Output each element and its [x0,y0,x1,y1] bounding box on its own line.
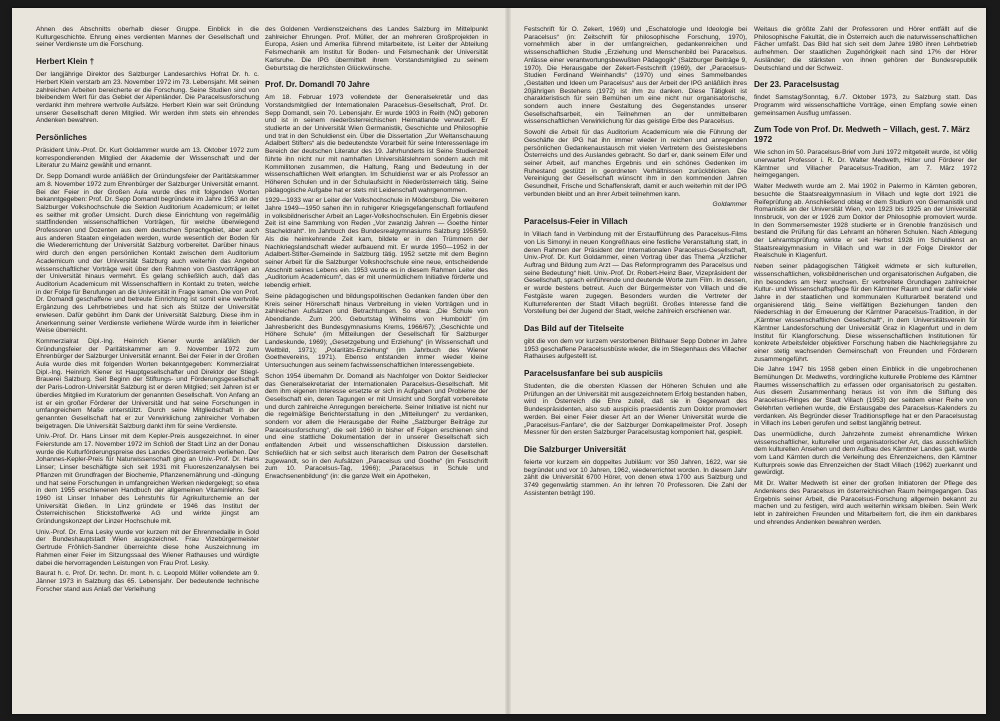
section-heading: Paracelsusfanfare bei sub auspiciis [524,369,663,379]
paragraph: Univ.-Prof. Dr. Hans Linser mit dem Kepler-Preis ausgezeichnet. In einer Feierstunde am 17. November 1972 im Schloß der Stadt Linz an der Donau wurde die Kulturförderungspreise des Landes Oberösterreich verliehen. Der Johannes-Kepler-Preis für Naturwissenschaft ging an Univ.-Prof. Dr. Hans Linser; Linser beschäftigte sich seit 1931 mit Fluoreszenzanalysen bei Pflanzen mit Grundfragen der Biochemie, Pflanzenernährung und -düngung und hat seine Forschungen in umfangreichen Werken niedergelegt; so etwa in dem 1955 erschienenen Handbuch der allgemeinen Vitaminlehre. Seit 1960 ist Linser Inhaber des Lehrstuhls für Agrikulturchemie an der Universität Gießen. In Linz gründete er 1946 das Institut der Österreichischen Stickstoffwerke AG und wirkte jüngst am Gründungskonzept der Linzer Hochschule mit. [36,433,259,526]
paragraph: Ahnen des Abschnitts oberhalb dieser Gruppe. Einblick in die Kulturgeschichte. Ehrung eines verdienten Mannes der Gesellschaft und seiner Verdienste um die Forschung. [36,26,259,49]
paragraph: findet Samstag/Sonntag, 6./7. Oktober 1973, zu Salzburg statt. Das Programm wird wissenschaftliche Vorträge, einen Empfang sowie einen gemeinsamen Ausflug umfassen. [754,94,977,117]
section-heading: Die Salzburger Universität [524,444,626,454]
paragraph: Sowohl die Arbeit für das Auditorium Academicum wie die Führung der Geschäfte der IPG hat ihn immer wieder in reichen und anregenden persönlichen Gedankenaustausch mit vielen Vertretern des Geisteslebens Österreichs und des Auslandes gebracht. So darf er, dank seinem Eifer und seiner Arbeit, auf manches Ergebnis und ein schönes Gedenken im Ruhestand gestützt in geordneten Verhältnissen zurückblicken. Die Vereinigung der Gesellschaft wünscht ihm in den kommenden Jahren Gesundheit, Frische und Schaffenskraft, damit er auch weiterhin mit der IPG verbunden bleibt und an ihrer Arbeit teilnehmen kann. [524,129,747,198]
paragraph: Der langjährige Direktor des Salzburger Landesarchivs Hofrat Dr. h. c. Herbert Klein verstarb am 23. November 1972 im 73. Lebensjahr. Mit seinen zahlreichen Arbeiten bereicherte er die Forschung. Seine Studien sind von bleibendem Wert für das Gebiet der Alpenländer. Die Paracelsusforschung verdankt ihm mehrere wertvolle Aufsätze. Herbert Klein war seit Gründung unserer Gesellschaft deren Mitglied. Wir werden ihm stets ein ehrendes Andenken bewahren. [36,71,259,125]
paragraph: Baurat h. c. Prof. Dr. techn. Dr. mont. h. c. Leopold Müller vollendete am 9. Jänner 1973 in Salzburg das 65. Lebensjahr. Der bedeutende technische Forscher stand aus Anlaß der Verleihung [36,570,259,593]
paragraph: Das unermüdliche, durch Jahrzehnte zumeist ehrenamtliche Wirken wissenschaftlicher, kultureller und organisatorischer Art, das ausschließlich dem kulturellen Ansehen und dem Aufbau des Kärntner Landes galt, wurde vom Land Kärnten durch die Verleihung des Ehrenzeichens, den Kärntner Kulturpreis sowie das Ehrenzeichen der Stadt Villach (1962) zuerkannt und gewürdigt. [754,430,977,477]
paragraph: Am 18. Februar 1973 vollendete der Generalsekretär und das Vorstandsmitglied der Internationalen Paracelsus-Gesellschaft, Prof. Dr. Sepp Domandl, sein 70. Lebensjahr. Er wurde 1903 in Reith (NÖ) geboren und ist in seinem niederösterreichischen Heimatlande verwurzelt. Er studierte an der Universität Wien Germanistik, Geschichte und Philosophie und trat in den Schuldienst ein. Über die Dissertation „Zur Weltanschauung Adalbert Stifters“ als die bedeutendste Vorarbeit für seine Interessenlage im Bereich der deutschen Literatur des 19. Jahrhunderts ist Seine Studienzeit führte ihn nicht nur mit namhaften Universitätslehrern sondern auch mit Kommilitonen zusammen, die Haltung, Rang und Bedeutung in der wissenschaftlichen Welt erlangten. Im Schuldienst war er als Professor an Höheren Schulen und in der Schulaufsicht in Niederösterreich tätig. Seine pädagogische Aufgabe hat er stets mit Leidenschaft wahrgenommen. [265,94,488,194]
paragraph: Schon 1954 übernahm Dr. Domandl als Nachfolger von Doktor Seidlecker das Generalsekretariat der Internationalen Paracelsus-Gesellschaft. Mit dem ihm eigenen Interesse ersetzte er sich in Aufgaben und Probleme der Gesellschaft ein, deren Tagungen er mit Umsicht und Sorgfalt vorbereitete und durch zahlreiche Anregungen bereicherte. Seiner Initiative ist nicht nur die regelmäßige Berichterstattung in den „Mitteilungen“ zu verdanken, sondern vor allem die Herausgabe der Reihe „Salzburger Beiträge zur Paracelsusforschung“, die seit 1960 in bisher elf Folgen erschienen sind und eine stattliche Dokumentation der in unserer Gesellschaft sich entfaltenden Arbeit und wissenschaftlichen Diskussion darstellen. Schließlich hat er sich selbst auch literarisch dem Patron der Gesellschaft zugewandt, so in den Aufsätzen „Paracelsus und Goethe“ (im Festschrift zum 10. Paracelsus-Tag, 1966); „Paracelsus in Schule und Erwachsenenbildung“ (in: die ganze Welt ein Apotheken, [265,372,488,480]
section-heading: Zum Tode von Prof. Dr. Medweth – Villach, gest. 7. März 1972 [754,125,970,145]
section-heading: Herbert Klein † [36,57,95,67]
paragraph: gibt die von dem vor kurzem verstorbenen Bildhauer Sepp Dobner im Jahre 1953 geschaffene Paracelsusbüste wieder, die im Stiegenhaus des Villacher Rathauses aufgestellt ist. [524,337,747,361]
column-3 [524,26,747,700]
scanned-newsletter-spread [12,8,986,714]
paragraph: Studenten, die die obersten Klassen der Höheren Schulen und alle Prüfungen an der Universität mit ausgezeichnetem Erfolg bestanden haben, wird in Österreich die Ehre zuteil, daß sie in Gegenwart des Bundespräsidenten, also sub auspiciis praesidentis zum Doktor promoviert werden. Bei einer Feier dieser Art an der Wiener Universität wurde die „Paracelsus-Fanfare“, die der Salzburger Domkapellmeister Prof. Joseph Messner für den ersten Salzburger Paracelsustag komponiert hat, gespielt. [524,383,747,437]
section-heading: Persönliches [36,133,87,143]
section-heading: Prof. Dr. Domandl 70 Jahre [265,80,370,90]
paragraph: Wie schon im 50. Paracelsus-Brief vom Juni 1972 mitgeteilt wurde, ist völlig unerwartet Professor i. R. Dr. Walter Medweth, Hüter und Förderer der Kärntner und Villacher Paracelsus-Tradition, am 7. März 1972 heimgegangen. [754,149,977,180]
column-2 [265,26,488,700]
paragraph: Präsident Univ.-Prof. Dr. Kurt Goldammer wurde am 13. Oktober 1972 zum korrespondierenden Mitglied der Akademie der Wissenschaft und der Literatur zu Mainz gewählt und ernannt. [36,147,259,170]
author-signature: Goldammer [712,201,747,209]
column-1 [36,26,259,700]
paragraph: Festschrift für O. Zekert, 1969) und „Eschatologie und Ideologie bei Paracelsus“ (in: Zeitschrift für philosophische Forschung, 1970), vornehmlich aber in der umfangreichen, gedankenreichen und wissenschaftlichen Studie „Erziehung und Menschenbild bei Paracelsus. Anlässe einer verantwortungsbewußten Pädagogik“ (Salzburger Beiträge 9, 1970). Die Herausgabe der Zekert-Festschrift (1969), der „Paracelsus-Studien Ferdinand Weinhandls“ (1970) und eines Sammelbandes „Gestalten und Ideen um Paracelsus“ aus der Arbeit der IPG anläßlich ihres 20jährigen Bestehens (1972) ist ihm zu danken. Diese Tätigkeit ist charakteristisch für sein Bemühen um eine nicht nur organisatorische, sondern auch innere Gestaltung des Gegenstandes unserer Gesellschaftsarbeit, ein Teilnehmen an der unmittelbaren wissenschaftlichen Verwirklichung für das geistige Erbe des Paracelsus. [524,26,747,126]
paragraph: 1929—1933 war er Leiter der Volkshochschule in Mödersburg. Die weiteren Jahre 1949—1950 sahen ihn in ruhigerer Kriegsgefangenschaft fortlaufend in volksbildnerischer Arbeit an Lager-Volkshochschulen. Ein Ergebnis dieser Zeit ist eine Sammlung von Reden „Vor zwanzig Jahren — Goethe hinter Stacheldraht“. Im Jahrbuch des Bundesrealgymnasiums Salzburg 1958/59. Als die heimkehrende Zeit kam, bildete er in den Trümmern der Nachkriegslandschaft wieder aufbauend mit. Er wurde 1950—1952 in der Adalbert-Stifter-Gemeinde in Salzburg tätig. 1952 setzte mit dem Beginn seiner Arbeit für die Salzburger Volkshochschule eine neue, entscheidende Abschnitt seines Lebens ein. 1953 wurde es in diesem Rahmen Leiter des „Auditorium Academicum“, das er mit unermüdlichem Initiative förderte und lebendig erhielt. [265,197,488,290]
paragraph: Kommerzialrat Dipl.-Ing. Heinrich Kiener wurde anläßlich der Gründungsfeier der Paritätskammer am 9. November 1972 zum Ehrenbürger der Salzburger Universität ernannt. Bei der Feier in der Großen Aula wurde dies mit folgenden Worten bekanntgegeben: Kommerzialrat Dipl.-Ing. Heinrich Kiener ist Hauptgesellschafter und Direktor der Stiegl-Brauerei Salzburg. Seit Beginn der Stiftungs- und Förderungsgesellschaft der Paris-Lodron-Universität Salzburg ist er deren Mitglied; seit Jahren ist er überdies Mitglied im Kuratorium der genannten Gesellschaft. Von Anfang an ist er ein großer Förderer der Universität und hat seine Forschungen in umfangreichem Maße unterstützt. Durch seine Mitgliedschaft in der genannten Gesellschaft hat er zur Verwirklichung zahlreicher Vorhaben beigetragen. Die Universität Salzburg dankt ihm für seine Verdienste. [36,337,259,430]
center-fold [505,8,511,714]
paragraph: des Goldenen Verdienstzeichens des Landes Salzburg im Mittelpunkt zahlreicher Ehrungen. Prof. Müller, der an mehreren Großprojekten in Europa, Asien und Amerika führend mitarbeitete, ist Leiter der Abteilung Felsmechanik am Institut für Boden- und Felsmechanik der Universität Karlsruhe. Die IPG übermittelt ihrem Vorstandsmitglied zu seinem Geburtstag die herzlichsten Glückwünsche. [265,26,488,72]
paragraph: feierte vor kurzem ein doppeltes Jubiläum: vor 350 Jahren, 1622, war sie begründet und vor 10 Jahren, 1962, wiedererrichtet worden. In diesem Jahr zählt die Universität 6700 Hörer, von denen etwa 1700 aus Salzburg und 3749 gegenwärtig stammen. An ihr lehren 70 Professoren. Die Zahl der Assistenten beträgt 190. [524,458,747,497]
paragraph: Mit Dr. Walter Medweth ist einer der großen Initiatoren der Pflege des Andenkens des Paracelsus im österreichischen Raum heimgegangen. Das Ergebnis seiner Arbeit, die Paracelsus-Forschung allgemein bekannt zu machen und zu festigen, wird auch weiterhin wirksam bleiben. Sein Werk lebt in zahlreichen Freunden und Mitarbeitern fort, die ihm ein dankbares und ehrendes Andenken bewahren werden. [754,480,977,526]
paragraph: Univ.-Prof. Dr. Erna Lesky wurde vor kurzem mit der Ehrenmedaille in Gold der Bundeshauptstadt Wien ausgezeichnet. Frau Vizebürgermeister Gertrude Fröhlich-Sandner überreichte diese hohe Auszeichnung im Rahmen einer Feier im Sitzungssaal des Wiener Rathauses und würdigte dabei die hervorragenden Leistungen von Frau Prof. Lesky. [36,528,259,567]
section-heading: Das Bild auf der Titelseite [524,323,624,333]
section-heading: Paracelsus-Feier in Villach [524,217,628,227]
paragraph: In Villach fand in Verbindung mit der Erstaufführung des Paracelsus-Films von Lis Simonyi in neuen Kongreßhaus eine festliche Veranstaltung statt, in deren Rahmen der Präsident der Internationalen Paracelsus-Gesellschaft, Univ.-Prof. Dr. Kurt Goldammer, einen Vortrag über das Thema „Ärztlicher Auftrag und Bildung zum Arzt — Das Reformprogramm des Paracelsus und seine Bedeutung“ hielt. Univ.-Prof. Dr. Robert-Heinz Baer, Vizepräsident der Gesellschaft, sprach einführende und deutende Worte zum Film. In dessen, er wurde bestens betreut. Auch der Bürgermeister von Villach und die Festgäste waren zugegen. Besonders wurden die Vertreter der Kulturreferenten der Stadt Villach begrüßt. Großes Interesse fand die Vorstellung bei der Jugend der Stadt, welche zahlreich erschienen war. [524,231,747,316]
paragraph: Walter Medweth wurde am 2. Mai 1902 in Palermo in Kärnten geboren, besuchte die Staatsrealgymnasium in Villach und legte dort 1921 die Reifeprüfung ab. Anschließend oblag er dem Studium von Germanistik und Romanistik an der Universität Wien, von 1923 bis 1925 an der Universität Innsbruck, von der er 1926 zum Doktor der Philosophie promoviert wurde. In den Sommersemester 1928 studierte er in Grenoble französisch und bestand die Prüfung für das Lehramt an höheren Schulen. Nach Ablegung der Lehramtsprüfung wirkte er seit Herbst 1928 im Schuldienst an Staatsrealgymnasium in Villach und war in der Folge Direktor der Realschule in Klagenfurt. [754,183,977,260]
column-4 [754,26,977,700]
paragraph: Dr. Sepp Domandl wurde anläßlich der Gründungsfeier der Paritätskammer am 8. November 1972 zum Ehrenbürger der Salzburger Universität ernannt. Bei der Feier in der Großen Aula wurde dies mit folgenden Worten bekanntgegeben: Prof. Dr. Sepp Domandl begründete im Jahre 1953 an der Salzburger Volkshochschule die Sektion Auditorium Academicum; er leitet es seither mit großer Umsicht. Durch diese Einrichtung von regelmäßig stattfindenden wissenschaftlichen Vorträgen, für welche überwiegend Professoren und Dozenten aus dem deutschen Sprachgebiet, aber auch aus anderen Staaten eingeladen werden, wurde wesentlich der Boden für die Wiedererrichtung der Universität Salzburg vorbereitet. Darüber hinaus wird durch den engen persönlichen Kontakt zwischen dem Auditorium Academicum und der Universität Salzburg auch weiterhin das Angebot wissenschaftlicher Vorträge weit über den Rahmen von Gastvorträgen an der Universität hinaus vermehrt. Es gelang schließlich auch, daß das Auditorium Academicum mit Wissenschaftlern in Kontakt zu treten, welche in der Folge für Berufungen an die Universität in Frage kamen. Die von Prof. Dr. Domandl geschaffene und betreute Einrichtung ist somit eine wertvolle Ergänzung des Lehrbetriebes und hat sich als Stütze der Universität erwiesen. Dafür gebührt ihm Dank der Universität Salzburg. Diese ihm in Anerkennung seiner Verdienste verliehene Würde wurde ihm in feierlicher Weise überreicht. [36,173,259,335]
paragraph: Die Jahre 1947 bis 1958 geben einen Einblick in die ungebrochenen Bemühungen Dr. Medweths, vordringliche kulturelle Probleme des Kärntner Raumes wissenschaftlich zu erfassen oder organisatorisch zu gestalten. Aus diesem Zusammenhang heraus ist von ihm die Stiftung des Paracelsus-Ringes der Stadt Villach (1953) der seitdem einer Reihe von Gelehrten verliehen wurde, die Erstausgabe des Paracelsus-Kalenders zu verdanken. Als Begründer dieser Traditionspflege hat er den Paracelsustag in Villach ins Leben gerufen und selbst langjährig betreut. [754,366,977,428]
paragraph: Weitaus die größte Zahl der Professoren und Hörer entfällt auf die Philosophische Fakultät, die in Österreich auch die naturwissenschaftlichen Fächer umfaßt. Das Bild hat sich seit dem Jahre 1980 ihren Lehrbetrieb aufnehmen. Der staatlichen Zugehörigkeit nach sind 17% der Hörer Ausländer; die stärksten von ihnen gehören der Bundesrepublik Deutschland und der Schweiz. [754,26,977,72]
section-heading: Der 23. Paracelsustag [754,80,840,90]
paragraph: Neben seiner pädagogischen Tätigkeit widmete er sich kulturellen, wissenschaftlichen, volksbildnerischen und organisatorischen Aufgaben, die ihn besonders am Herz wuchsen. Er verbreitete Grundlagen zahlreicher Kultur- und Wissenschaftspflege für den Kärntner Raum und war dafür viele Jahre in der staatlichen und kommunalen Kulturarbeit beratend und organisierend tätig. Seine vielfältigen Beziehungen fanden den Niederschlag in der Erneuerung der Kärntner Paracelsus-Tradition, in der „Kärntner wissenschaftlichen Gesellschaft“, in dem Universitätsverein für Kärntner Landesforschung der Universität Graz in Klagenfurt und in dem Institut für Klangforschung. Diese wissenschaftlichen Institutionen für konkrete Arbeitsfelder objektiver Forschung haben die Nachkriegsjahre zu einer stetig wachsenden Gemeinschaft von Freunden und Förderern zusammengeführt. [754,263,977,363]
paragraph: Seine pädagogischen und bildungspolitischen Gedanken fanden über den Kreis seiner Hörerschaft hinaus Verbreitung in vielen Vorträgen und in zahlreichen Aufsätzen und Betrachtungen. So etwa: „Die Schule von Abendlande. Zum 200. Geburtstag Wilhelms von Humboldt“ (im Jahresbericht des Bundesgymnasiums Krems, 1966/67); „Geschichte und Höhere Schule“ (im Mitteilungen der Gesellschaft für Salzburger Landeskunde, 1969); „Gesetzgebung und Erziehung“ (in Wissenschaft und Weltbild, 1971); „Polaritäts-Erziehung“ (im Jahrbuch des Wiener Goethevereins, 1971). Ebenso entstanden immer wieder kleine Untersuchungen aus seinem fachwissenschaftlichen Interessengebiete. [265,292,488,370]
